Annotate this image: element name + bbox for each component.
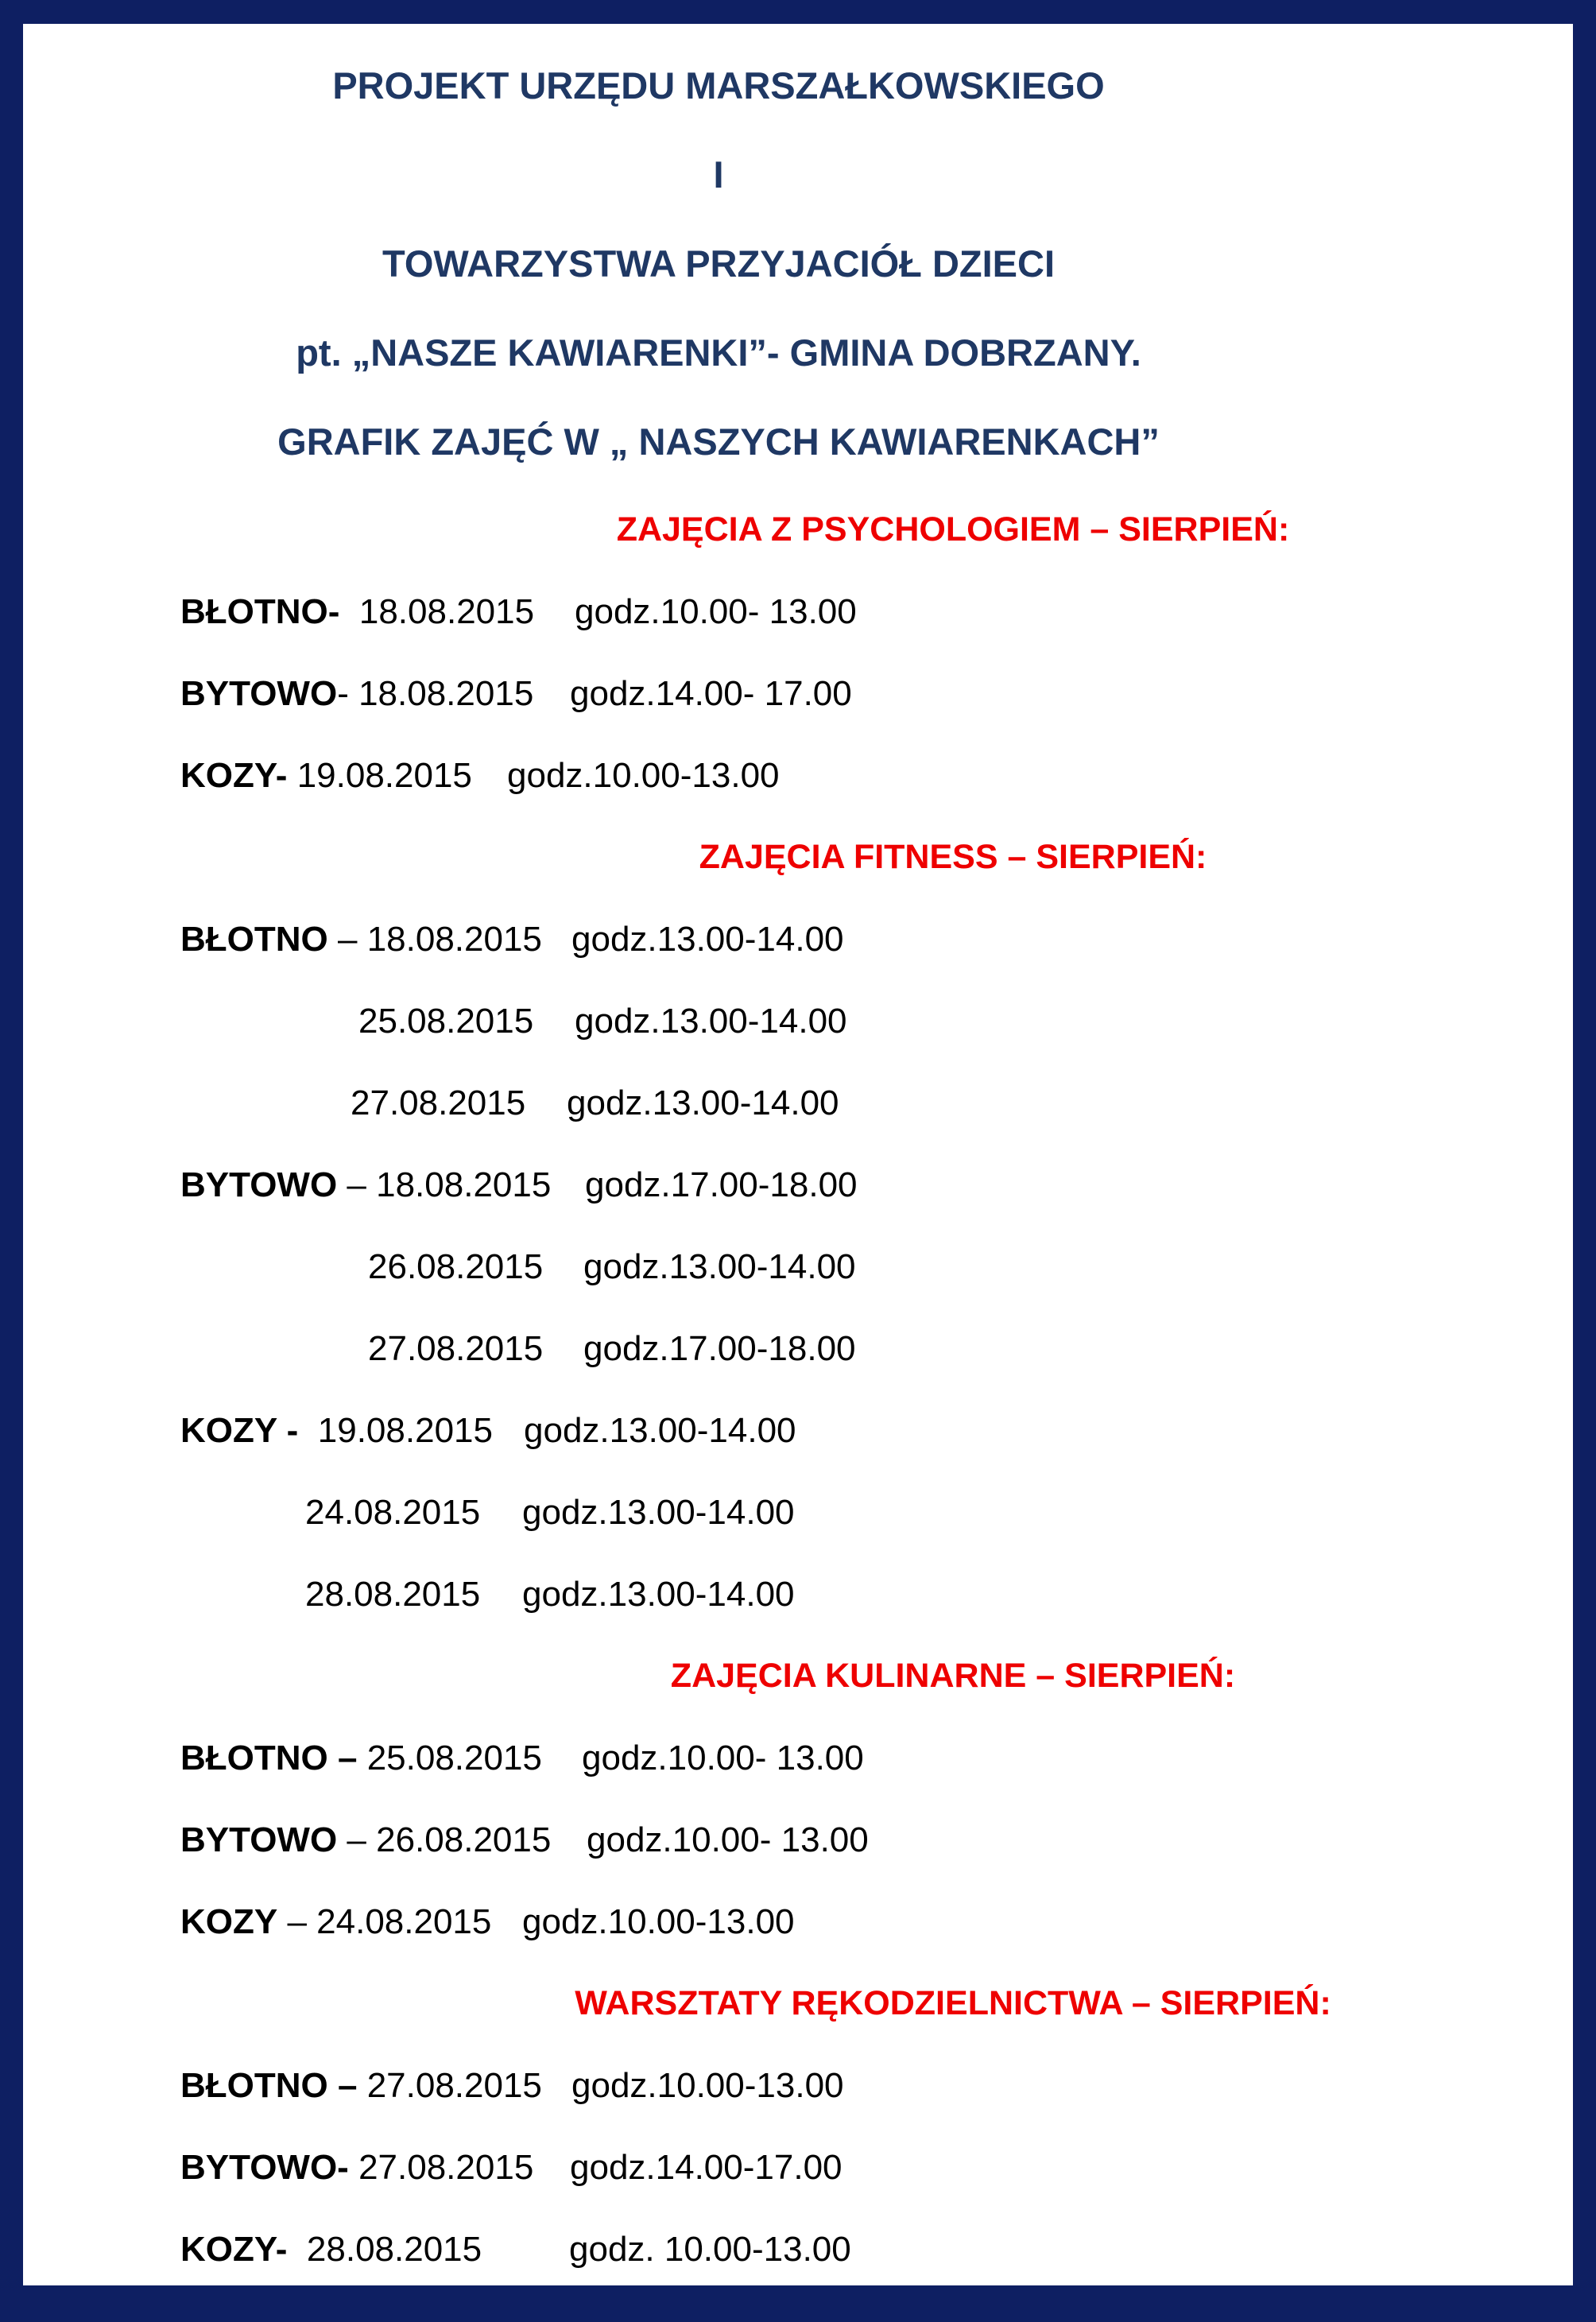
location-label: BŁOTNO bbox=[180, 920, 328, 959]
schedule-row bbox=[180, 2148, 533, 2188]
schedule-row bbox=[180, 1411, 493, 1451]
section-title-fitness: ZAJĘCIA FITNESS – SIERPIEŃ: bbox=[699, 838, 1207, 876]
time-label: godz.13.00-14.00 bbox=[583, 1247, 856, 1286]
date-label: 19.08.2015 bbox=[296, 756, 472, 795]
date-label: 27.08.2015 bbox=[358, 2148, 534, 2187]
date-label: 28.08.2015 bbox=[305, 1575, 481, 1614]
schedule-row bbox=[351, 1083, 525, 1123]
header-line-3: TOWARZYSTWA PRZYJACIÓŁ DZIECI bbox=[382, 242, 1056, 285]
location-label: BŁOTNO – bbox=[180, 2066, 358, 2105]
location-label: BŁOTNO – bbox=[180, 1739, 358, 1777]
section-title-psychologist: ZAJĘCIA Z PSYCHOLOGIEM – SIERPIEŃ: bbox=[616, 510, 1290, 549]
schedule-row bbox=[305, 1493, 480, 1533]
time-label: godz.14.00- 17.00 bbox=[570, 674, 852, 713]
time-label: godz. 10.00-13.00 bbox=[569, 2230, 851, 2269]
date-label: 24.08.2015 bbox=[316, 1902, 492, 1941]
time-label: godz.10.00-13.00 bbox=[507, 756, 780, 795]
time-label: godz.10.00- 13.00 bbox=[582, 1739, 864, 1777]
time-label: godz.14.00-17.00 bbox=[570, 2148, 843, 2187]
location-label: BYTOWO- bbox=[180, 2148, 349, 2187]
schedule-row bbox=[358, 1002, 533, 1041]
time-label: godz.17.00-18.00 bbox=[585, 1165, 858, 1204]
date-label: 26.08.2015 bbox=[368, 1247, 544, 1286]
separator: – bbox=[327, 920, 367, 959]
schedule-row bbox=[180, 756, 472, 796]
date-label: 18.08.2015 bbox=[358, 674, 534, 713]
schedule-row bbox=[180, 1739, 542, 1778]
location-label: KOZY bbox=[180, 1902, 278, 1941]
time-label: godz.10.00-13.00 bbox=[571, 2066, 844, 2105]
location-label: KOZY- bbox=[180, 2230, 288, 2269]
location-label: BYTOWO bbox=[180, 1165, 338, 1204]
separator: – bbox=[337, 1165, 377, 1204]
time-label: godz.13.00-14.00 bbox=[575, 1002, 847, 1041]
schedule-row bbox=[180, 592, 534, 632]
time-label: godz.10.00- 13.00 bbox=[587, 1820, 869, 1859]
time-label: godz.17.00-18.00 bbox=[583, 1329, 856, 1368]
separator: – bbox=[337, 1820, 377, 1859]
schedule-row bbox=[180, 2230, 482, 2270]
schedule-row bbox=[180, 1902, 491, 1942]
time-label: godz.10.00- 13.00 bbox=[575, 592, 857, 631]
time-label: godz.10.00-13.00 bbox=[522, 1902, 795, 1941]
schedule-row bbox=[180, 920, 542, 959]
date-label: 27.08.2015 bbox=[368, 1329, 544, 1368]
schedule-row bbox=[180, 1165, 551, 1205]
date-label: 27.08.2015 bbox=[351, 1083, 526, 1122]
location-label: BŁOTNO- bbox=[180, 592, 340, 631]
location-label: BYTOWO bbox=[180, 674, 338, 713]
location-label: KOZY - bbox=[180, 1411, 299, 1450]
document-page bbox=[23, 24, 1573, 2285]
date-label: 19.08.2015 bbox=[317, 1411, 493, 1450]
date-label: 18.08.2015 bbox=[376, 1165, 552, 1204]
separator: – bbox=[277, 1902, 317, 1941]
schedule-row bbox=[368, 1247, 543, 1287]
section-title-handicraft: WARSZTATY RĘKODZIELNICTWA – SIERPIEŃ: bbox=[575, 1984, 1331, 2022]
date-label: 27.08.2015 bbox=[366, 2066, 542, 2105]
header-line-5: GRAFIK ZAJĘĆ W „ NASZYCH KAWIARENKACH” bbox=[277, 421, 1160, 463]
section-title-culinary: ZAJĘCIA KULINARNE – SIERPIEŃ: bbox=[670, 1657, 1236, 1695]
time-label: godz.13.00-14.00 bbox=[571, 920, 844, 959]
schedule-row bbox=[180, 674, 533, 714]
header-line-4: pt. „NASZE KAWIARENKI”- GMINA DOBRZANY. bbox=[296, 331, 1141, 374]
date-label: 18.08.2015 bbox=[366, 920, 542, 959]
header-line-2: I bbox=[713, 153, 724, 196]
time-label: godz.13.00-14.00 bbox=[522, 1575, 795, 1614]
header-line-1: PROJEKT URZĘDU MARSZAŁKOWSKIEGO bbox=[332, 64, 1105, 107]
schedule-row bbox=[368, 1329, 543, 1369]
schedule-row bbox=[305, 1575, 480, 1615]
date-label: 26.08.2015 bbox=[376, 1820, 552, 1859]
date-label: 28.08.2015 bbox=[306, 2230, 482, 2269]
time-label: godz.13.00-14.00 bbox=[522, 1493, 795, 1532]
date-label: 24.08.2015 bbox=[305, 1493, 481, 1532]
time-label: godz.13.00-14.00 bbox=[567, 1083, 839, 1122]
time-label: godz.13.00-14.00 bbox=[524, 1411, 796, 1450]
location-label: BYTOWO bbox=[180, 1820, 338, 1859]
date-label: 25.08.2015 bbox=[358, 1002, 534, 1041]
schedule-row bbox=[180, 1820, 551, 1860]
separator: - bbox=[337, 674, 359, 713]
date-label: 18.08.2015 bbox=[358, 592, 535, 631]
date-label: 25.08.2015 bbox=[366, 1739, 542, 1777]
location-label: KOZY- bbox=[180, 756, 288, 795]
schedule-row bbox=[180, 2066, 542, 2106]
